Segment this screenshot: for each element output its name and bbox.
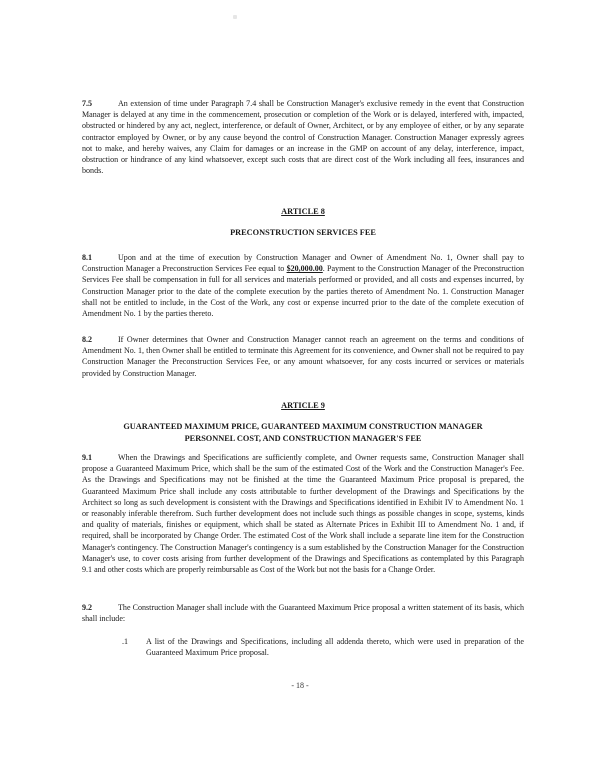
scan-speck	[233, 15, 237, 19]
paragraph-number: 8.1	[82, 253, 93, 262]
fee-amount: $20,000.00	[286, 264, 323, 274]
article-title-text: PRECONSTRUCTION SERVICES FEE	[230, 228, 376, 237]
item-text: A list of the Drawings and Specifications, including all addenda thereto, which were used in preparation of the Guaranteed Maximum Price proposal.	[146, 637, 524, 658]
article-label: ARTICLE 9	[281, 401, 325, 410]
paragraph-text-after: . Payment to the Construction Manager of the Preconstruction Services Fee shall be compensation in full for all services and materials performed or provided, and all costs and expenses incurred, by Construction Manager prior to the date of the complete execution by the parties thereto of Amendment No. 1. Construction Manager shall not be entitled to include, in the Cost of the Work, any cost or expense incurred prior to the date of the complete execution of Amendment No. 1 by the parties thereto.	[82, 264, 524, 319]
paragraph-8-2	[82, 334, 524, 379]
paragraph-text: If Owner determines that Owner and Construction Manager cannot reach an agreement on the terms and conditions of Amendment No. 1, then Owner shall be entitled to terminate this Agreement for its convenience, and Owner shall not be required to pay Construction Manager the Preconstruction Services Fee, or any amount whatsoever, for any costs incurred or services or materials provided by Construction Manager.	[82, 335, 524, 378]
item-number: .1	[122, 637, 129, 646]
paragraph-9-1	[82, 452, 524, 575]
paragraph-number: 8.2	[82, 335, 93, 344]
paragraph-text: When the Drawings and Specifications are sufficiently complete, and Owner requests same, Construction Manager shall propose a Guaranteed Maximum Price, which shall be the sum of the estimated Cost of the Work and the Construction Manager's Fee. As the Drawings and Specifications may not be finished at the time the Guaranteed Maximum Price proposal is prepared, the Guaranteed Maximum Price shall include any costs attributable to further development of the Drawings and Specifications by the Architect so long as such development is consistent with the Drawings and Specifications identified in Exhibit IV to Amendment No. 1 or reasonably inferable therefrom. Such further development does not include such things as possible changes in scope, systems, kinds and quality of materials, finishes or equipment, which shall be stated as Alternate Prices in Exhibit III to Amendment No. 1 and, if required, shall be incorporated by Change Order. The estimated Cost of the Work shall include a separate line item for the Construction Manager's contingency. The Construction Manager's contingency is a sum established by the Construction Manager for the Construction Manager's use, to cover costs arising from further development of the Drawings and Specifications as contemplated by this Paragraph 9.1 and other costs which are properly reimbursable as Cost of the Work but not the basis for a Change Order.	[82, 453, 524, 575]
paragraph-number: 7.5	[82, 99, 93, 108]
paragraph-8-1	[82, 252, 524, 319]
article-9-title	[82, 421, 524, 444]
paragraph-7-5	[82, 98, 524, 176]
paragraph-text: An extension of time under Paragraph 7.4 shall be Construction Manager's exclusive remedy in the event that Construction Manager is delayed at any time in the commencement, prosecution or completion of the Work or is delayed, interfered with, impacted, obstructed or hindered by any act, neglect, interference, or default of Owner, Architect, or by any employee of either, or by any separate contractor employed by Owner, or by any cause beyond the control of Construction Manager. Construction Manager expressly agrees not to make, and hereby waives, any Claim for damages or an increase in the GMP on account of any delay, interference, impact, obstruction or hindrance of any kind whatsoever, except such costs that are direct cost of the Work including all fees, insurances and bonds.	[82, 99, 524, 176]
paragraph-number: 9.1	[82, 453, 93, 462]
page-number: - 18 -	[291, 681, 309, 690]
article-8-title	[82, 227, 524, 239]
article-title-line-1: GUARANTEED MAXIMUM PRICE, GUARANTEED MAXIMUM CONSTRUCTION MANAGER	[123, 422, 483, 431]
paragraph-text-before: Upon and at the time of execution by Construction Manager and Owner of Amendment No. 1, Owner shall pay to Construction Manager a Preconstruction Services Fee equal to	[82, 253, 524, 274]
paragraph-9-2	[82, 602, 524, 624]
paragraph-number: 9.2	[82, 603, 93, 612]
paragraph-text: The Construction Manager shall include with the Guaranteed Maximum Price proposal a written statement of its basis, which shall include:	[82, 603, 524, 624]
article-title-line-2: PERSONNEL COST, AND CONSTRUCTION MANAGER'S FEE	[184, 433, 422, 443]
article-label: ARTICLE 8	[281, 207, 325, 216]
article-8-heading	[82, 206, 524, 217]
article-9-heading	[82, 400, 524, 411]
